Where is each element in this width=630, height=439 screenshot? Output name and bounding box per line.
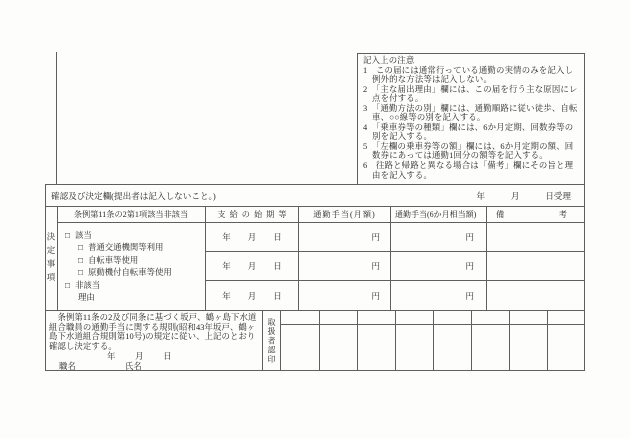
note-item-3: 3 「通勤方法の別」欄には、通勤順路に従い徒歩、自転車、○○線等の別を記入する。 (363, 103, 578, 123)
remarks-left-char: 備 (496, 210, 505, 219)
option-public-transport-label: 普通交通機関等利用 (88, 243, 164, 253)
position-label: 職名 (59, 361, 76, 371)
receipt-date-blank: 年 月 日受理 (476, 191, 571, 201)
monthly-amount-cell-1 (298, 223, 390, 252)
determination-date-blank: 年 月 日 (107, 351, 173, 361)
option-motorized-bicycle (65, 267, 203, 279)
stamp-cell (319, 325, 357, 370)
yen-unit: 円 (465, 232, 474, 242)
remarks-cell-3 (486, 281, 585, 310)
checkbox-icon-bicycle[interactable]: □ (78, 255, 84, 265)
stamp-cell (281, 325, 319, 370)
yen-unit: 円 (371, 232, 380, 242)
reason-label: 理由 (78, 293, 95, 303)
option-bicycle (65, 255, 203, 267)
upper-section-divider-line (56, 52, 57, 184)
stamp-cell (357, 325, 395, 370)
header-remarks (486, 207, 585, 223)
option-motorized-bicycle-label: 原動機付自転車等使用 (88, 268, 172, 278)
start-date-cell-2: 年 月 日 (205, 252, 298, 281)
stamp-cell (319, 311, 357, 325)
stamp-cell (509, 325, 547, 370)
remarks-cell-2 (486, 252, 585, 281)
start-date-cell-1: 年 月 日 (205, 223, 298, 252)
stamp-cell (433, 325, 471, 370)
checkbox-icon-motorized-bicycle[interactable]: □ (78, 268, 84, 278)
yen-unit: 円 (371, 261, 380, 271)
header-eligibility: 条例第11条の2第1項該当非該当 (57, 207, 205, 223)
header-monthly-amount: 通勤手当(月額) (298, 207, 390, 223)
option-not-applicable-label: 非該当 (75, 280, 101, 290)
stamp-cell (395, 325, 433, 370)
decision-table-title: 確認及び決定欄(提出者は記入しないこと。) (51, 191, 216, 201)
stamp-cell (547, 325, 585, 370)
note-item-2: 2 「主な届出理由」欄には、この届を行う主な原因にレ点を付する。 (363, 84, 578, 104)
option-public-transport (65, 242, 203, 254)
monthly-amount-cell-3 (298, 281, 390, 310)
six-month-amount-cell-1 (390, 223, 486, 252)
stamp-cell (357, 311, 395, 325)
notes-box (357, 53, 585, 184)
signature-line (59, 362, 259, 372)
stamp-cell (509, 311, 547, 325)
six-month-amount-cell-2 (390, 252, 486, 281)
monthly-amount-cell-2 (298, 252, 390, 281)
option-applicable-label: 該当 (75, 231, 92, 240)
determination-cell (45, 311, 263, 370)
header-six-month-amount: 通勤手当(6か月相当額) (390, 207, 486, 223)
note-item-1: 1 この届には通常行っている通勤の実情のみを記入し例外的な方法等は記入しない。 (363, 65, 574, 85)
yen-unit: 円 (371, 290, 380, 301)
checkbox-icon-applicable[interactable]: □ (65, 231, 71, 240)
eligibility-cell (57, 223, 205, 310)
note-item-4: 4 「乗車券等の種類」欄には、6か月定期、回数券等の別を記入する。 (363, 122, 574, 142)
stamp-cell (281, 311, 319, 325)
option-applicable (65, 230, 203, 242)
checkbox-icon-not-applicable[interactable]: □ (65, 280, 71, 290)
option-bicycle-label: 自転車等使用 (88, 255, 139, 265)
checkbox-icon-public-transport[interactable]: □ (78, 243, 84, 253)
yen-unit: 円 (465, 290, 474, 301)
remarks-cell-1 (486, 223, 585, 252)
decision-table-header-row (45, 184, 585, 207)
note-item-6: 6 往路と帰路と異なる場合は「備考」欄にその旨と理由を記入する。 (363, 161, 574, 180)
side-label-decision-items: 決定事項 (46, 231, 56, 286)
notes-title: 記入上の注意 (363, 56, 415, 65)
stamp-cell (395, 311, 433, 325)
handler-seal-column: 取扱者認印 (263, 311, 281, 370)
option-not-applicable (65, 280, 203, 292)
start-date-cell-3: 年 月 日 (205, 281, 298, 310)
stamp-grid (281, 311, 585, 370)
header-start-date: 支給の始期等 (205, 207, 298, 223)
stamp-cell (433, 311, 471, 325)
six-month-amount-cell-3 (390, 281, 486, 310)
determination-statement: 条例第11条の2及び同条に基づく坂戸、鶴ヶ島下水道組合職員の通勤手当に関する規則(昭和43年坂戸、鶴ヶ島下水道組合規則第10号)の規定に従い、上記のとおり確認し決定する。 (49, 313, 257, 352)
stamp-cell (471, 325, 509, 370)
stamp-cell (547, 311, 585, 325)
name-label: 氏名 (124, 361, 142, 371)
remarks-right-char: 考 (558, 210, 567, 219)
stamp-cell (471, 311, 509, 325)
note-item-5: 5 「左欄の乗車券等の額」欄には、6か月定期の額、回数券にあっては通勤1回分の額等を記入する。 (363, 141, 574, 161)
yen-unit: 円 (465, 261, 474, 271)
